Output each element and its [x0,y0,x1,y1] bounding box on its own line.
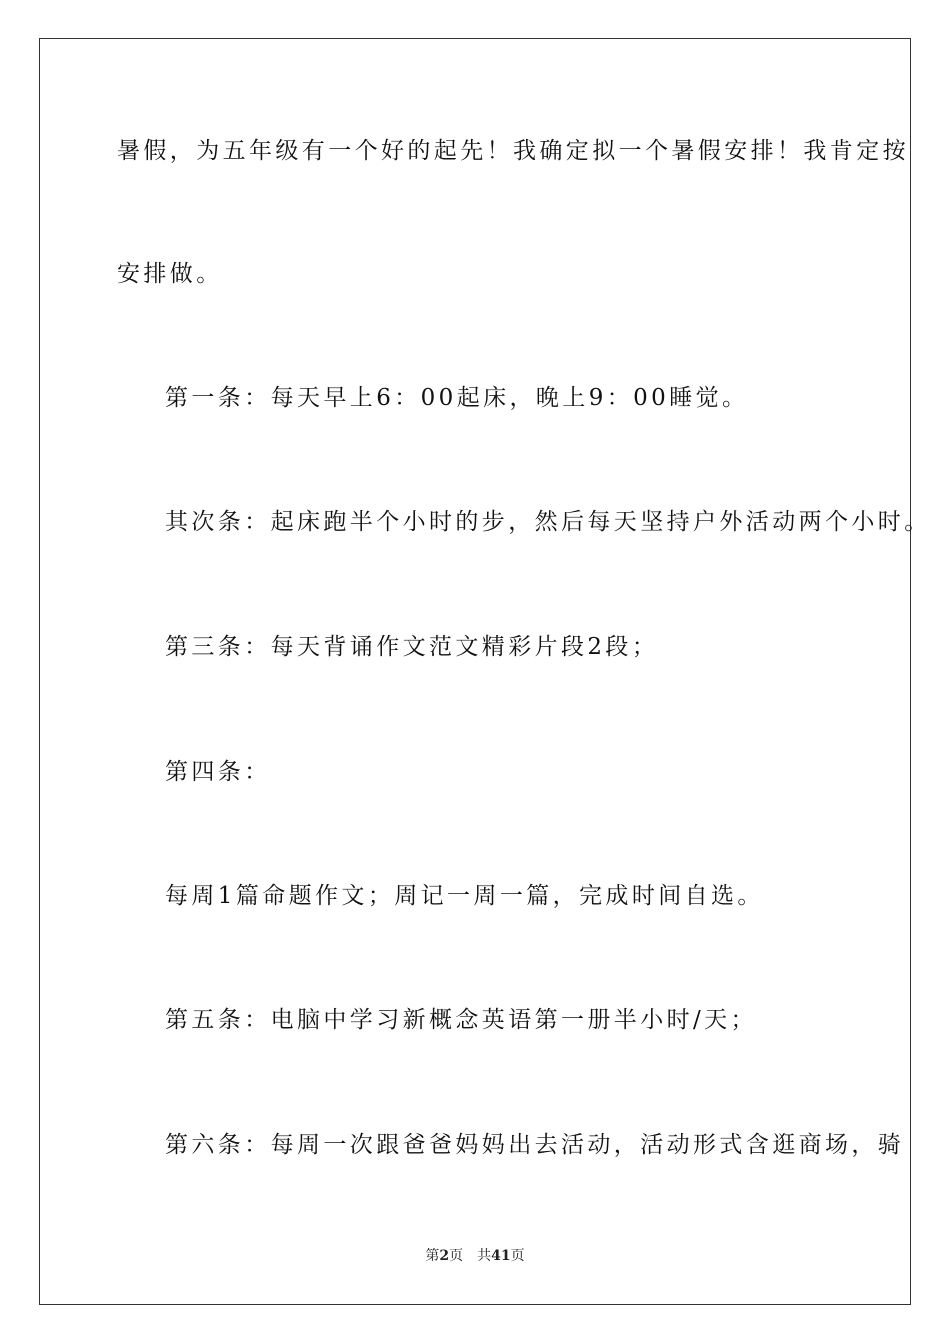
body-line-2: 安排做。 [117,261,223,287]
body-line-3: 第一条：每天早上6：00起床，晚上9：00睡觉。 [165,385,749,411]
body-line-8: 第五条：电脑中学习新概念英语第一册半小时/天； [165,1007,757,1033]
page-footer [0,1246,950,1266]
body-line-4: 其次条：起床跑半个小时的步，然后每天坚持户外活动两个小时。 [165,509,931,535]
page-suffix: 页 [449,1248,464,1264]
page-number: 2 [439,1248,450,1264]
body-line-9: 第六条：每周一次跟爸爸妈妈出去活动，活动形式含逛商场，骑 [165,1132,905,1158]
body-line-5: 第三条：每天背诵作文范文精彩片段2段； [165,634,659,660]
body-line-1: 暑假，为五年级有一个好的起先！我确定拟一个暑假安排！我肯定按 [117,138,909,164]
body-line-6: 第四条： [165,759,271,785]
body-line-7: 每周1篇命题作文；周记一周一篇，完成时间自选。 [165,883,764,909]
page-prefix: 第 [425,1248,440,1264]
page-frame [39,38,911,1305]
total-prefix: 共 [477,1248,492,1264]
total-pages: 41 [491,1248,511,1264]
total-suffix: 页 [510,1248,525,1264]
